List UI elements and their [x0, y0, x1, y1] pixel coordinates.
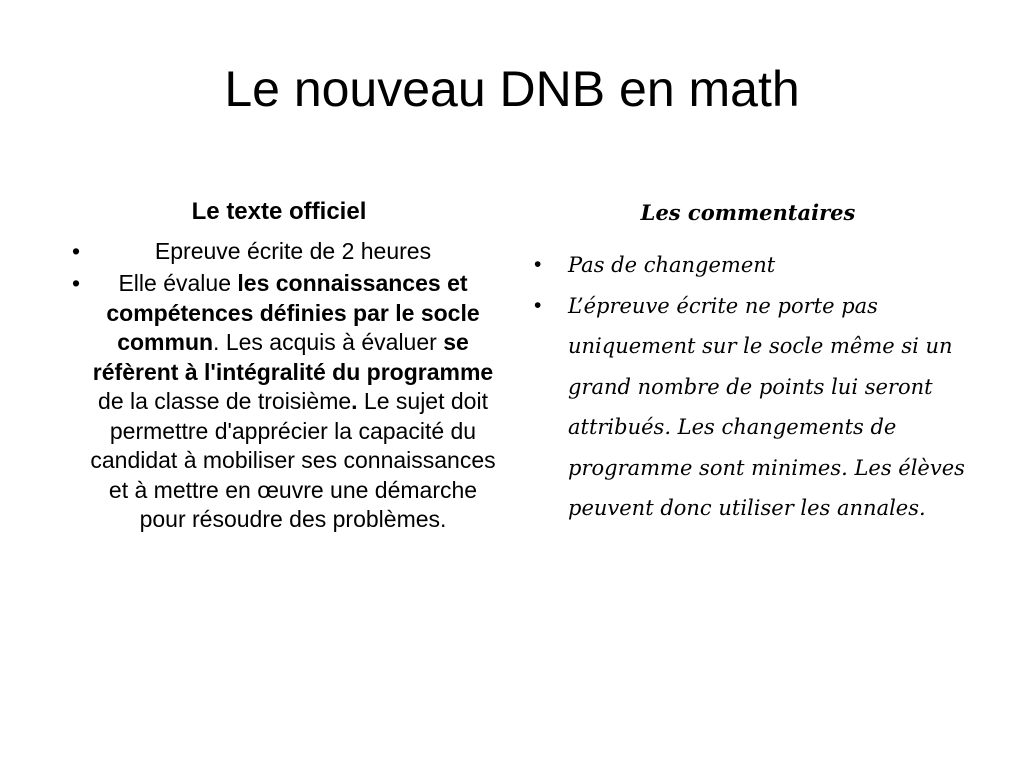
list-item: [62, 269, 496, 535]
slide-title: Le nouveau DNB en math: [224, 61, 800, 117]
official-text-heading: Le texte officiel: [191, 198, 367, 225]
list-item: [528, 245, 968, 286]
bullet-icon: •: [72, 237, 81, 264]
list-item-text: L’épreuve écrite ne porte pas uniquement sur le socle même si un grand nombre de points lui seront attribués. Les changements de programme sont minimes. Les élèves peuvent donc utiliser les annales.: [568, 293, 965, 521]
text-run: . Les acquis à évaluer: [213, 329, 444, 356]
list-item-text: Pas de changement: [568, 253, 776, 278]
text-run: Le sujet doit permettre d'apprécier la capacité du candidat à mobiliser ses connaissances et à mettre en œuvre une démarche pour résoudre des problèmes.: [90, 388, 496, 533]
bold-run: .: [351, 388, 358, 415]
text-run: Elle évalue: [118, 270, 238, 297]
list-item-text: Epreuve écrite de 2 heures: [154, 237, 432, 264]
bold-run: les connaissances et compétences définies par le socle commun: [106, 270, 480, 356]
comments-column: [528, 200, 968, 529]
bullet-icon: •: [72, 270, 81, 297]
text-run: de la classe de troisième: [98, 388, 352, 415]
official-text-list: [62, 237, 496, 535]
list-item: [62, 237, 496, 267]
list-item: [528, 286, 968, 529]
bullet-icon: •: [534, 253, 542, 277]
list-item-text: [90, 270, 495, 532]
comments-heading: Les commentaires: [640, 200, 856, 225]
bold-run: se réfèrent à l'intégralité du programme: [92, 329, 494, 385]
bullet-icon: •: [534, 293, 542, 317]
official-text-column: [62, 198, 496, 538]
comments-list: [528, 245, 968, 529]
